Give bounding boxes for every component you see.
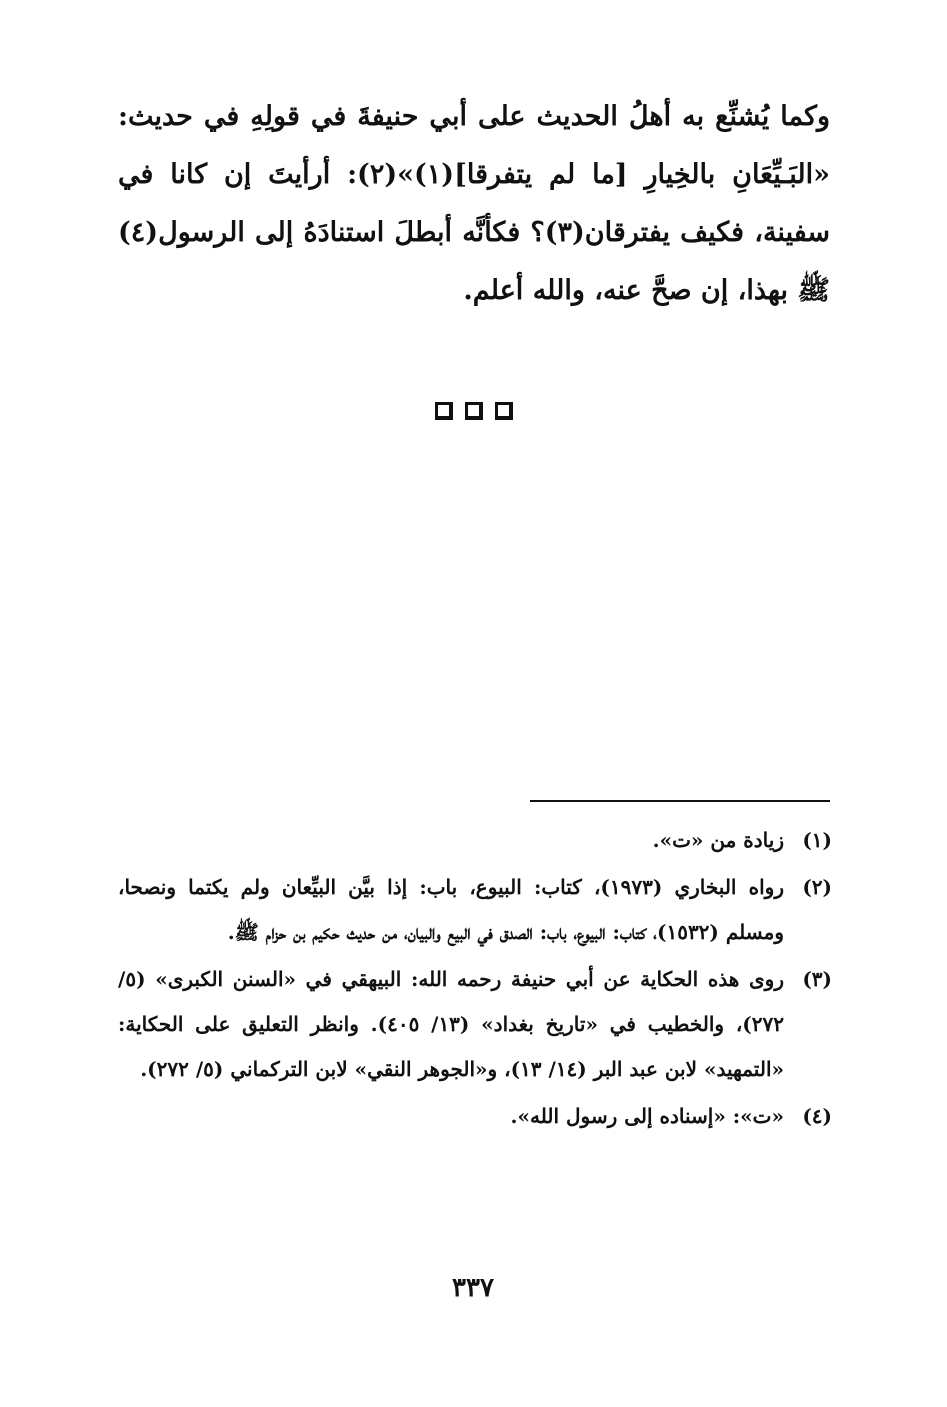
footnote-text: روى هذه الحكاية عن أبي حنيفة رحمه الله: البيهقي في «السنن الكبرى» (٥/ ٢٧٢)، والخطيب في «تاريخ بغداد» (١٣/ ٤٠٥). وانظر التعليق على الحكاية: «التمهيد» لابن عبد البر (١٤/ ١٣)، و«الجوهر النقي» لابن التركماني (٥/ ٢٧٢).	[118, 967, 784, 1081]
footnote-divider	[530, 800, 830, 802]
footnote-item	[118, 957, 832, 1092]
page-number: ٣٣٧	[452, 1273, 494, 1303]
main-paragraph: وكما يُشنِّع به أهلُ الحديث على أبي حنيفةَ في قولِهِ في حديث: «البَـيِّعَانِ بالخِيارِ [ما لم يتفرقا](١)»(٢): أرأيتَ إن كانا في سفينة، فكيف يفترقان(٣)؟ فكأنَّه أبطلَ استنادَهُ إلى الرسول(٤) ﷺ بهذا، إن صحَّ عنه، والله أعلم.	[118, 101, 830, 306]
footnote-number: (٤)	[802, 1104, 832, 1128]
separator-box-icon	[435, 402, 453, 420]
footnote-item	[118, 818, 832, 863]
footnote-text: رواه البخاري (١٩٧٣)، كتاب: البيوع، باب: إذا بيَّن البيِّعان ولم يكتما ونصحا، ومسلم (١٥٣٢)، كتاب: البيوع، باب: الصدق في البيع والبيان، من حديث حكيم بن حزام ﷺ.	[118, 875, 784, 944]
footnote-text: زيادة من «ت».	[652, 828, 784, 852]
main-text-block	[118, 88, 830, 320]
section-separator	[424, 402, 524, 428]
footnote-number: (٣)	[802, 967, 832, 991]
footnote-number: (١)	[802, 828, 832, 852]
footnote-item	[118, 1094, 832, 1139]
footnote-number: (٢)	[802, 875, 832, 899]
footnote-text: «ت»: «إسناده إلى رسول الله».	[510, 1104, 784, 1128]
footnotes-section	[118, 818, 832, 1141]
separator-box-icon	[465, 402, 483, 420]
separator-box-icon	[495, 402, 513, 420]
footnote-item	[118, 865, 832, 955]
